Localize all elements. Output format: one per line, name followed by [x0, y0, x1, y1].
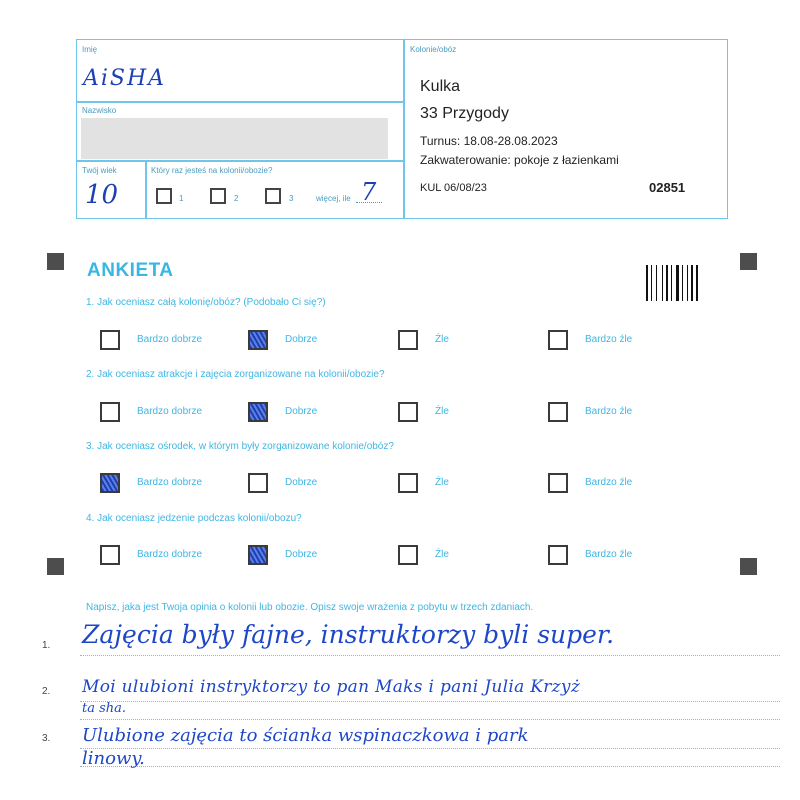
question-2: 2. Jak oceniasz atrakcje i zajęcia zorganizowane na kolonii/obozie? — [86, 369, 385, 380]
registration-mark — [47, 558, 64, 575]
option-label: Bardzo dobrze — [137, 549, 203, 560]
writing-line — [80, 655, 780, 656]
option-label: Bardzo źle — [585, 477, 633, 488]
times-checkbox-2[interactable] — [210, 188, 226, 204]
checkbox[interactable] — [398, 473, 418, 493]
checkbox[interactable] — [548, 545, 568, 565]
option-label: Dobrze — [285, 406, 318, 417]
question-3: 3. Jak oceniasz ośrodek, w którym były zorganizowane kolonie/obóz? — [86, 441, 394, 452]
option-label: Źle — [435, 334, 449, 345]
writing-line — [80, 719, 780, 720]
redacted-last-name — [81, 118, 388, 159]
barcode-bar — [651, 265, 652, 301]
barcode-bar — [662, 265, 663, 301]
writing-line — [80, 766, 780, 767]
barcode-bar — [682, 265, 683, 301]
times-option-3: 3 — [289, 194, 294, 203]
line-number: 1. — [42, 640, 51, 651]
divider — [403, 40, 405, 218]
option-label: Bardzo dobrze — [137, 334, 203, 345]
opinion-line-1[interactable]: Zajęcia były fajne, instruktorzy byli super. — [82, 620, 615, 649]
writing-line — [80, 748, 780, 749]
registration-mark — [47, 253, 64, 270]
camp-label: Kolonie/obóz — [410, 45, 457, 54]
barcode-bar — [691, 265, 693, 301]
option-label: Dobrze — [285, 477, 318, 488]
barcode-bar — [676, 265, 679, 301]
checkbox[interactable] — [100, 330, 120, 350]
option-label: Bardzo źle — [585, 334, 633, 345]
barcode-bar — [671, 265, 672, 301]
times-more-value[interactable]: 7 — [361, 178, 377, 206]
opinion-line-2-cont[interactable]: ta sha. — [82, 701, 127, 716]
accommodation: Zakwaterowanie: pokoje z łazienkami — [420, 153, 619, 167]
checkbox[interactable] — [248, 402, 268, 422]
checkbox[interactable] — [100, 545, 120, 565]
checkbox[interactable] — [548, 473, 568, 493]
barcode-bar — [687, 265, 688, 301]
barcode — [646, 265, 700, 301]
camp-program: 33 Przygody — [420, 105, 509, 122]
times-checkbox-3[interactable] — [265, 188, 281, 204]
question-1: 1. Jak oceniasz całą kolonię/obóz? (Podobało Ci się?) — [86, 297, 326, 308]
question-4: 4. Jak oceniasz jedzenie podczas kolonii/obozu? — [86, 513, 302, 524]
survey-title: ANKIETA — [87, 260, 174, 281]
times-option-2: 2 — [234, 194, 239, 203]
option-label: Źle — [435, 406, 449, 417]
registration-mark — [740, 253, 757, 270]
option-label: Bardzo źle — [585, 549, 633, 560]
first-name-value[interactable]: AiSHA — [83, 66, 167, 91]
times-option-1: 1 — [179, 194, 184, 203]
times-more-label: więcej, ile — [316, 194, 351, 203]
age-value[interactable]: 10 — [85, 180, 119, 210]
option-label: Źle — [435, 477, 449, 488]
camp-code: KUL 06/08/23 — [420, 182, 487, 194]
header-box — [76, 39, 728, 219]
times-label: Który raz jesteś na kolonii/obozie? — [151, 166, 273, 175]
divider — [77, 101, 403, 103]
checkbox[interactable] — [548, 330, 568, 350]
divider — [145, 160, 147, 218]
checkbox[interactable] — [398, 545, 418, 565]
checkbox[interactable] — [100, 402, 120, 422]
barcode-bar — [666, 265, 668, 301]
times-checkbox-1[interactable] — [156, 188, 172, 204]
checkbox[interactable] — [398, 402, 418, 422]
barcode-bar — [656, 265, 657, 301]
barcode-bar — [696, 265, 698, 301]
age-label: Twój wiek — [82, 166, 117, 175]
first-name-label: Imię — [82, 45, 98, 54]
checkbox[interactable] — [248, 473, 268, 493]
opinion-prompt: Napisz, jaka jest Twoja opinia o kolonii lub obozie. Opisz swoje wrażenia z pobytu w trzech zdaniach. — [86, 602, 534, 613]
writing-line — [80, 701, 780, 702]
checkbox[interactable] — [248, 330, 268, 350]
line-number: 2. — [42, 686, 51, 697]
turnus: Turnus: 18.08-28.08.2023 — [420, 134, 558, 148]
option-label: Bardzo dobrze — [137, 406, 203, 417]
registration-mark — [740, 558, 757, 575]
barcode-bar — [646, 265, 648, 301]
option-label: Bardzo źle — [585, 406, 633, 417]
opinion-line-3-cont[interactable]: linowy. — [82, 748, 145, 769]
form-number: 02851 — [649, 180, 686, 195]
checkbox[interactable] — [548, 402, 568, 422]
opinion-line-3[interactable]: Ulubione zajęcia to ścianka wspinaczkowa i park — [82, 725, 529, 746]
option-label: Dobrze — [285, 549, 318, 560]
checkbox[interactable] — [100, 473, 120, 493]
camp-name: Kulka — [420, 78, 461, 95]
option-label: Źle — [435, 549, 449, 560]
option-label: Dobrze — [285, 334, 318, 345]
option-label: Bardzo dobrze — [137, 477, 203, 488]
checkbox[interactable] — [398, 330, 418, 350]
checkbox[interactable] — [248, 545, 268, 565]
last-name-label: Nazwisko — [82, 106, 117, 115]
line-number: 3. — [42, 733, 51, 744]
divider — [77, 160, 403, 162]
opinion-line-2[interactable]: Moi ulubioni instryktorzy to pan Maks i pani Julia Krzyż — [82, 677, 581, 697]
